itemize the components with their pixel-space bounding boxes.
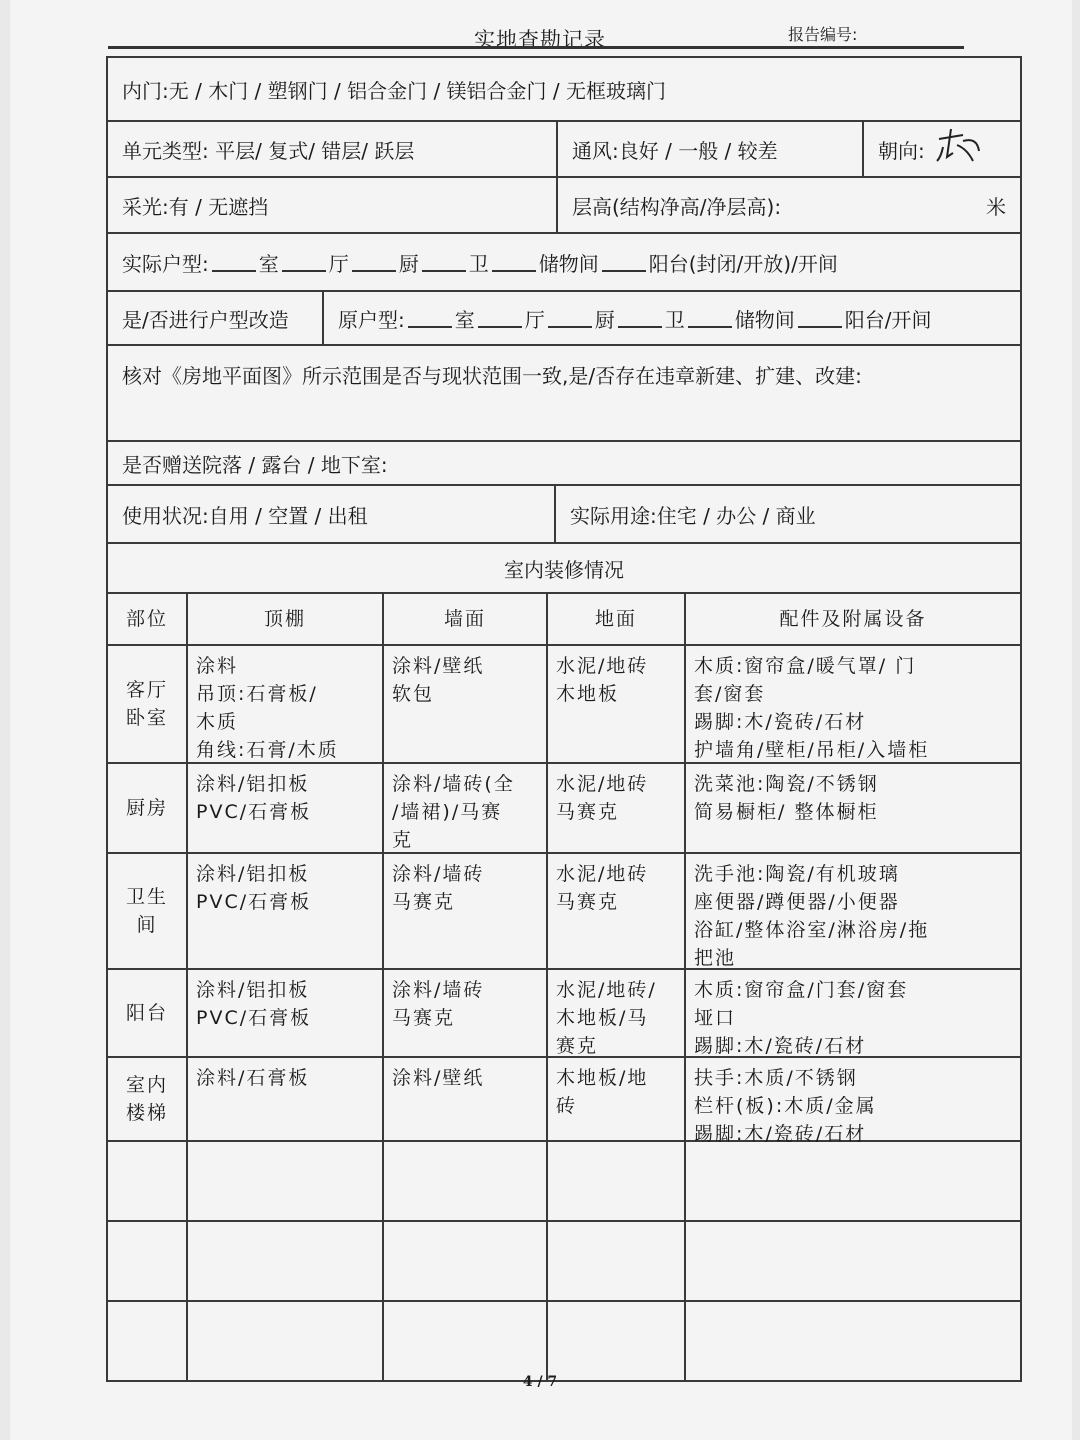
unit-type-field: 单元类型: 平层/ 复式/ 错层/ 跃层 xyxy=(122,138,415,163)
header-wall: 墙面 xyxy=(382,594,546,646)
lighting-row xyxy=(108,178,1020,234)
row-fittings: 木质:窗帘盒/门套/窗套 垭口 踢脚:木/瓷砖/石材 xyxy=(684,970,1020,1058)
empty-cell xyxy=(108,1302,186,1382)
header-ceiling: 顶棚 xyxy=(186,594,382,646)
empty-cell xyxy=(684,1142,1020,1222)
header-floor: 地面 xyxy=(546,594,684,646)
empty-cell xyxy=(186,1302,382,1382)
survey-form xyxy=(106,56,1022,1382)
layout-part: 厅 xyxy=(524,307,545,332)
row-wall: 涂料/墙砖 马赛克 xyxy=(382,854,546,970)
row-fittings: 扶手:木质/不锈钢 栏杆(板):木质/金属 踢脚:木/瓷砖/石材 xyxy=(684,1058,1020,1142)
ventilation-field: 通风:良好 / 一般 / 较差 xyxy=(556,122,862,176)
layout-part: 储物间 xyxy=(734,307,795,332)
blank-line xyxy=(408,308,452,328)
empty-cell xyxy=(546,1142,684,1222)
lighting-field: 采光:有 / 无遮挡 xyxy=(122,194,269,219)
orientation-label: 朝向: xyxy=(878,138,925,163)
blank-line xyxy=(602,252,646,272)
empty-cell xyxy=(684,1302,1020,1382)
scope-check-row xyxy=(108,346,1020,442)
report-number-label: 报告编号: xyxy=(788,25,858,44)
empty-cell xyxy=(382,1222,546,1302)
actual-use-field: 实际用途:住宅 / 办公 / 商业 xyxy=(554,486,1020,542)
floor-height-unit: 米 xyxy=(986,194,1006,219)
renovation-row xyxy=(108,292,1020,346)
empty-cell xyxy=(108,1222,186,1302)
orientation-handwriting xyxy=(933,127,983,172)
usage-field: 使用状况:自用 / 空置 / 出租 xyxy=(122,503,368,528)
blank-line xyxy=(548,308,592,328)
empty-cell xyxy=(546,1302,684,1382)
empty-cell xyxy=(108,1142,186,1222)
table-row xyxy=(108,854,1020,970)
table-row xyxy=(108,1058,1020,1145)
blank-line xyxy=(212,252,256,272)
orientation-field xyxy=(862,122,1020,176)
layout-part: 厅 xyxy=(328,251,349,276)
empty-cell xyxy=(186,1142,382,1222)
door-row xyxy=(108,58,1020,122)
layout-part: 储物间 xyxy=(538,251,599,276)
table-row xyxy=(108,970,1020,1058)
layout-part: 卫 xyxy=(664,307,685,332)
empty-cell xyxy=(382,1142,546,1222)
empty-row xyxy=(108,1222,1020,1302)
row-wall: 涂料/墙砖 马赛克 xyxy=(382,970,546,1058)
empty-cell xyxy=(382,1302,546,1382)
row-wall: 涂料/壁纸 软包 xyxy=(382,646,546,764)
page-title: 实地查勘记录 xyxy=(474,28,606,52)
blank-line xyxy=(798,308,842,328)
blank-line xyxy=(282,252,326,272)
blank-line xyxy=(688,308,732,328)
blank-line xyxy=(492,252,536,272)
usage-row xyxy=(108,486,1020,544)
empty-cell xyxy=(684,1222,1020,1302)
row-ceiling: 涂料/铝扣板 PVC/石膏板 xyxy=(186,764,382,854)
gift-field: 是否赠送院落 / 露台 / 地下室: xyxy=(122,452,388,477)
row-wall: 涂料/壁纸 xyxy=(382,1058,546,1142)
row-ceiling: 涂料/石膏板 xyxy=(186,1058,382,1142)
row-ceiling: 涂料 吊顶:石膏板/ 木质 角线:石膏/木质 xyxy=(186,646,382,764)
empty-cell xyxy=(186,1222,382,1302)
layout-part: 阳台(封闭/开放)/开间 xyxy=(648,251,838,276)
decoration-title-row xyxy=(108,544,1020,594)
layout-part: 室 xyxy=(258,251,279,276)
floor-height-label: 层高(结构净高/净层高): xyxy=(572,194,782,219)
empty-cell xyxy=(546,1222,684,1302)
actual-layout-field xyxy=(108,234,1020,290)
unit-row xyxy=(108,122,1020,178)
row-floor: 水泥/地砖 马赛克 xyxy=(546,764,684,854)
page-number: 4 / 7 xyxy=(522,1374,558,1390)
table-row xyxy=(108,764,1020,854)
actual-layout-row xyxy=(108,234,1020,292)
row-floor: 水泥/地砖 马赛克 xyxy=(546,854,684,970)
layout-part: 阳台/开间 xyxy=(844,307,932,332)
row-fittings: 洗菜池:陶瓷/不锈钢 简易橱柜/ 整体橱柜 xyxy=(684,764,1020,854)
blank-line xyxy=(352,252,396,272)
layout-part: 厨 xyxy=(398,251,419,276)
header-part: 部位 xyxy=(108,594,186,646)
row-ceiling: 涂料/铝扣板 PVC/石膏板 xyxy=(186,854,382,970)
row-floor: 水泥/地砖/ 木地板/马 赛克 xyxy=(546,970,684,1058)
empty-row xyxy=(108,1142,1020,1222)
row-wall: 涂料/墙砖(全 /墙裙)/马赛 克 xyxy=(382,764,546,854)
row-fittings: 洗手池:陶瓷/有机玻璃 座便器/蹲便器/小便器 浴缸/整体浴室/淋浴房/拖 把池 xyxy=(684,854,1020,970)
row-part: 客厅 卧室 xyxy=(108,646,186,764)
row-floor: 水泥/地砖 木地板 xyxy=(546,646,684,764)
scope-check-field: 核对《房地平面图》所示范围是否与现状范围一致,是/否存在违章新建、扩建、改建: xyxy=(122,364,862,388)
layout-part: 室 xyxy=(454,307,475,332)
table-row xyxy=(108,646,1020,764)
row-floor: 木地板/地 砖 xyxy=(546,1058,684,1142)
decoration-title: 室内装修情况 xyxy=(504,557,624,582)
layout-part: 卫 xyxy=(468,251,489,276)
row-part: 卫生 间 xyxy=(108,854,186,970)
original-layout-field xyxy=(322,292,1020,344)
floor-height-field xyxy=(556,178,1020,232)
layout-part: 厨 xyxy=(594,307,615,332)
original-layout-label: 原户型: xyxy=(338,307,405,332)
blank-line xyxy=(422,252,466,272)
row-fittings: 木质:窗帘盒/暖气罩/ 门 套/窗套 踢脚:木/瓷砖/石材 护墙角/壁柜/吊柜/入墙柜 xyxy=(684,646,1020,764)
row-part: 室内 楼梯 xyxy=(108,1058,186,1142)
decoration-table-header xyxy=(108,594,1020,646)
renovated-field: 是/否进行户型改造 xyxy=(122,307,289,332)
row-part: 阳台 xyxy=(108,970,186,1058)
empty-row xyxy=(108,1302,1020,1382)
door-field: 内门:无 / 木门 / 塑钢门 / 铝合金门 / 镁铝合金门 / 无框玻璃门 xyxy=(122,78,667,103)
blank-line xyxy=(618,308,662,328)
header-rule xyxy=(108,46,964,49)
row-part: 厨房 xyxy=(108,764,186,854)
actual-layout-label: 实际户型: xyxy=(122,251,209,276)
gift-row xyxy=(108,442,1020,486)
blank-line xyxy=(478,308,522,328)
row-ceiling: 涂料/铝扣板 PVC/石膏板 xyxy=(186,970,382,1058)
header-fittings: 配件及附属设备 xyxy=(684,594,1020,646)
